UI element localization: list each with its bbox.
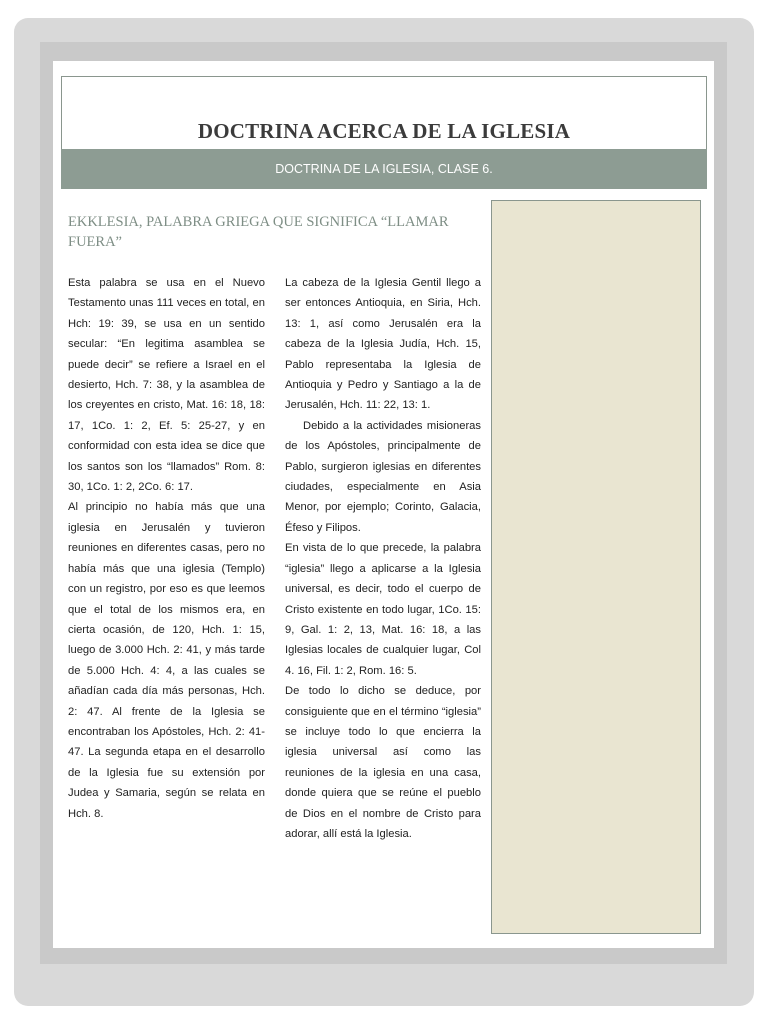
paragraph: Esta palabra se usa en el Nuevo Testamento unas 111 veces en total, en Hch: 19: 39, se usa en un sentido secular: “En legitima asamblea se puede decir” se refiere a Israel en el desierto, Hch. 7: 38, y la asamblea de los creyentes en cristo, Mat. 16: 18, 18: 17, 1Co. 1: 2, Ef. 5: 25-27, y en conformidad con esta idea se dice que los santos son los “llamados” Rom. 8: 30, 1Co. 1: 2, 2Co. 6: 17.: [68, 277, 265, 494]
subtitle-bar: DOCTRINA DE LA IGLESIA, CLASE 6.: [61, 149, 707, 189]
text-column-right: [285, 273, 481, 844]
paragraph: De todo lo dicho se deduce, por consiguiente que en el término “iglesia” se incluye todo lo que encierra la iglesia universal así como las reuniones de la iglesia en una casa, donde quiera que se reúne el pueblo de Dios en el nombre de Cristo para adorar, allí está la Iglesia.: [285, 685, 481, 840]
paragraph: Debido a la actividades misioneras de los Apóstoles, principalmente de Pablo, surgieron iglesias en diferentes ciudades, especialmente en Asia Menor, por ejemplo; Corinto, Galacia, Éfeso y Filipos.: [285, 419, 481, 534]
sidebar-panel: [491, 200, 701, 934]
text-column-left: [68, 273, 265, 824]
paragraph: La cabeza de la Iglesia Gentil llego a ser entonces Antioquia, en Siria, Hch. 13: 1, así como Jerusalén era la cabeza de la Iglesia Judía, Hch. 15, Pablo representaba la Iglesia de Antioquia y Pedro y Santiago a la de Jerusalén, Hch. 11: 22, 13: 1.: [285, 277, 481, 412]
document-title: DOCTRINA ACERCA DE LA IGLESIA: [197, 119, 571, 143]
paragraph: En vista de lo que precede, la palabra “iglesia” llego a aplicarse a la Iglesia universal, es decir, todo el cuerpo de Cristo existente en todo lugar, 1Co. 15: 9, Gal. 1: 2, 13, Mat. 16: 18, a las Iglesias locales de cualquier lugar, Col 4. 16, Fil. 1: 2, Rom. 16: 5.: [285, 542, 481, 677]
section-heading: EKKLESIA, PALABRA GRIEGA QUE SIGNIFICA “LLAMAR FUERA”: [68, 214, 449, 250]
paragraph: Al principio no había más que una iglesia en Jerusalén y tuvieron reuniones en diferentes casas, pero no había más que una iglesia (Templo) con un registro, por eso es que leemos que el total de los mismos era, en cierta ocasión, de 120, Hch. 1: 15, luego de 3.000 Hch. 2: 41, y más tarde de 5.000 Hch. 4: 4, a las cuales se añadían cada día más personas, Hch. 2: 47. Al frente de la Iglesia se encontraban los Apóstoles, Hch. 2: 41-47. La segunda etapa en el desarrollo de la Iglesia fue su extensión por Judea y Samaria, según se relata en Hch. 8.: [68, 501, 265, 820]
